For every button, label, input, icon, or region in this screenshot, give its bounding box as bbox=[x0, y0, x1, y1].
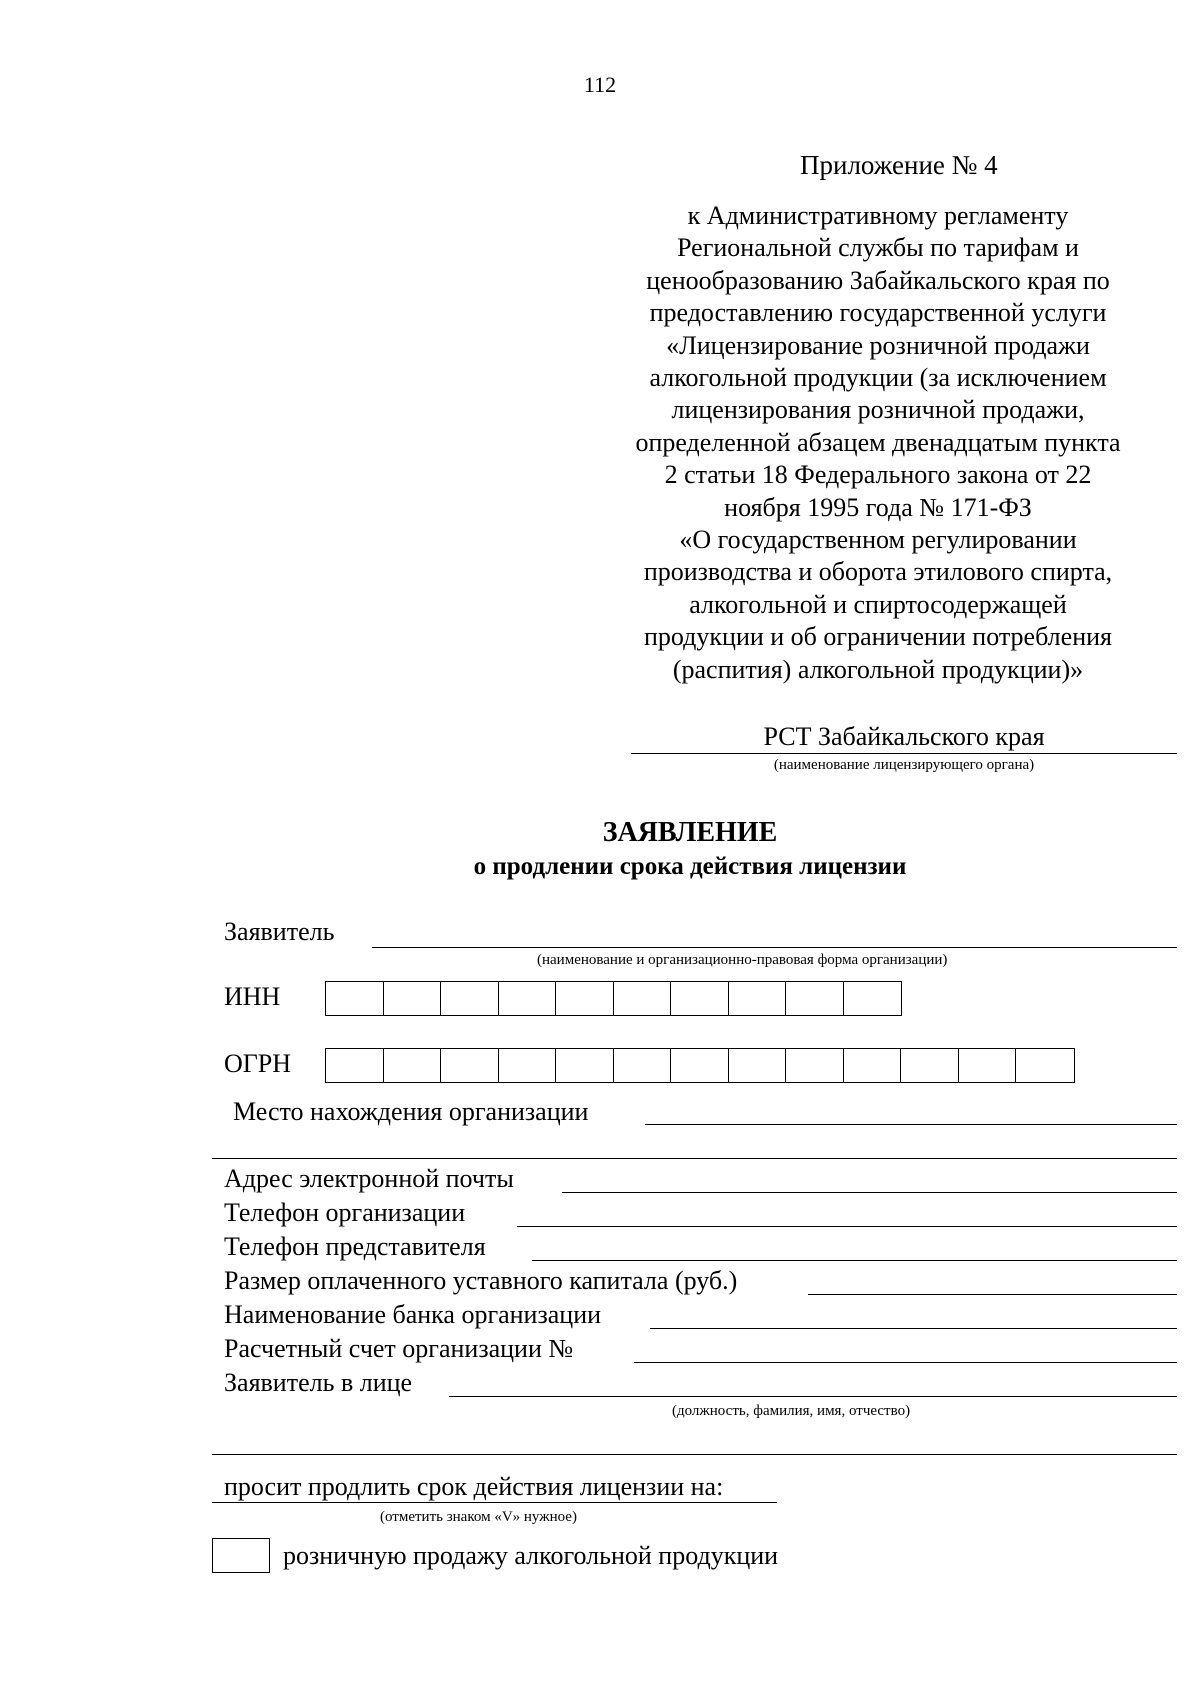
inn-digit-cell[interactable] bbox=[441, 982, 499, 1015]
account-label: Расчетный счет организации № bbox=[224, 1334, 574, 1363]
regulation-preamble bbox=[598, 200, 1158, 686]
rep-phone-label: Телефон представителя bbox=[224, 1232, 486, 1261]
applicant-label: Заявитель bbox=[224, 917, 335, 946]
location-field[interactable] bbox=[645, 1124, 1177, 1125]
org-phone-label: Телефон организации bbox=[224, 1198, 466, 1227]
ogrn-label: ОГРН bbox=[224, 1049, 292, 1078]
inn-digit-cell[interactable] bbox=[844, 982, 902, 1015]
request-caption: (отметить знаком «V» нужное) bbox=[380, 1509, 577, 1525]
bank-field[interactable] bbox=[650, 1328, 1177, 1329]
ogrn-digit-cell[interactable] bbox=[671, 1049, 729, 1082]
ogrn-digit-cell[interactable] bbox=[499, 1049, 557, 1082]
licensing-authority-field[interactable]: РСТ Забайкальского края bbox=[631, 722, 1177, 754]
inn-digit-cell[interactable] bbox=[326, 982, 384, 1015]
inn-digit-cell[interactable] bbox=[729, 982, 787, 1015]
email-field[interactable] bbox=[562, 1192, 1177, 1193]
inn-digit-cell[interactable] bbox=[786, 982, 844, 1015]
ogrn-digit-grid bbox=[325, 1048, 1075, 1083]
preamble-line: предоставлению государственной услуги bbox=[649, 298, 1107, 328]
ogrn-digit-cell[interactable] bbox=[1016, 1049, 1074, 1082]
preamble-line: ценообразованию Забайкальского края по bbox=[646, 265, 1110, 295]
ogrn-digit-cell[interactable] bbox=[441, 1049, 499, 1082]
applicant-caption: (наименование и организационно-правовая форма организации) bbox=[537, 952, 948, 968]
applicant-field[interactable] bbox=[372, 947, 1177, 948]
request-label: просит продлить срок действия лицензии на: bbox=[212, 1472, 777, 1503]
appendix-title: Приложение № 4 bbox=[800, 150, 998, 180]
preamble-line: 2 статьи 18 Федерального закона от 22 bbox=[664, 460, 1092, 490]
document-title: ЗАЯВЛЕНИЕ bbox=[602, 817, 778, 848]
preamble-line: определенной абзацем двенадцатым пункта bbox=[635, 427, 1121, 457]
ogrn-digit-cell[interactable] bbox=[384, 1049, 442, 1082]
account-field[interactable] bbox=[634, 1362, 1177, 1363]
ogrn-digit-cell[interactable] bbox=[959, 1049, 1017, 1082]
capital-label: Размер оплаченного уставного капитала (руб.) bbox=[224, 1266, 738, 1295]
location-field-continued[interactable] bbox=[212, 1158, 1177, 1159]
location-label: Место нахождения организации bbox=[233, 1097, 589, 1126]
inn-digit-cell[interactable] bbox=[614, 982, 672, 1015]
inn-digit-cell[interactable] bbox=[671, 982, 729, 1015]
licensing-authority-caption: (наименование лицензирующего органа) bbox=[773, 757, 1035, 773]
inn-digit-cell[interactable] bbox=[384, 982, 442, 1015]
rep-phone-field[interactable] bbox=[532, 1260, 1177, 1261]
preamble-line: производства и оборота этилового спирта, bbox=[643, 557, 1113, 587]
preamble-line: продукции и об ограничении потребления bbox=[644, 622, 1112, 652]
inn-digit-grid bbox=[325, 981, 902, 1016]
retail-sale-checkbox[interactable] bbox=[212, 1538, 270, 1573]
person-caption: (должность, фамилия, имя, отчество) bbox=[672, 1403, 911, 1419]
preamble-line: алкогольной продукции (за исключением bbox=[649, 363, 1107, 393]
ogrn-digit-cell[interactable] bbox=[614, 1049, 672, 1082]
preamble-line: к Административному регламенту bbox=[687, 201, 1069, 230]
page-number: 112 bbox=[583, 72, 617, 97]
preamble-line: Региональной службы по тарифам и bbox=[677, 233, 1079, 263]
retail-sale-option-label: розничную продажу алкогольной продукции bbox=[283, 1541, 779, 1570]
ogrn-digit-cell[interactable] bbox=[844, 1049, 902, 1082]
preamble-line: «Лицензирование розничной продажи bbox=[666, 330, 1090, 360]
ogrn-digit-cell[interactable] bbox=[556, 1049, 614, 1082]
ogrn-digit-cell[interactable] bbox=[786, 1049, 844, 1082]
document-subtitle: о продлении срока действия лицензии bbox=[473, 853, 907, 880]
preamble-line: ноября 1995 года № 171-ФЗ bbox=[724, 492, 1032, 522]
org-phone-field[interactable] bbox=[517, 1226, 1177, 1227]
ogrn-digit-cell[interactable] bbox=[901, 1049, 959, 1082]
ogrn-digit-cell[interactable] bbox=[729, 1049, 787, 1082]
inn-digit-cell[interactable] bbox=[556, 982, 614, 1015]
bank-label: Наименование банка организации bbox=[224, 1300, 602, 1329]
capital-field[interactable] bbox=[808, 1294, 1177, 1295]
preamble-line: «О государственном регулировании bbox=[679, 525, 1077, 555]
email-label: Адрес электронной почты bbox=[224, 1164, 514, 1193]
preamble-line: (распития) алкогольной продукции)» bbox=[672, 654, 1084, 684]
inn-digit-cell[interactable] bbox=[499, 982, 557, 1015]
person-field[interactable] bbox=[449, 1396, 1177, 1397]
inn-label: ИНН bbox=[224, 982, 281, 1011]
person-label: Заявитель в лице bbox=[224, 1368, 413, 1397]
ogrn-digit-cell[interactable] bbox=[326, 1049, 384, 1082]
preamble-line: лицензирования розничной продажи, bbox=[671, 395, 1085, 425]
person-field-continued[interactable] bbox=[212, 1454, 1177, 1455]
preamble-line: алкогольной и спиртосодержащей bbox=[689, 589, 1067, 619]
